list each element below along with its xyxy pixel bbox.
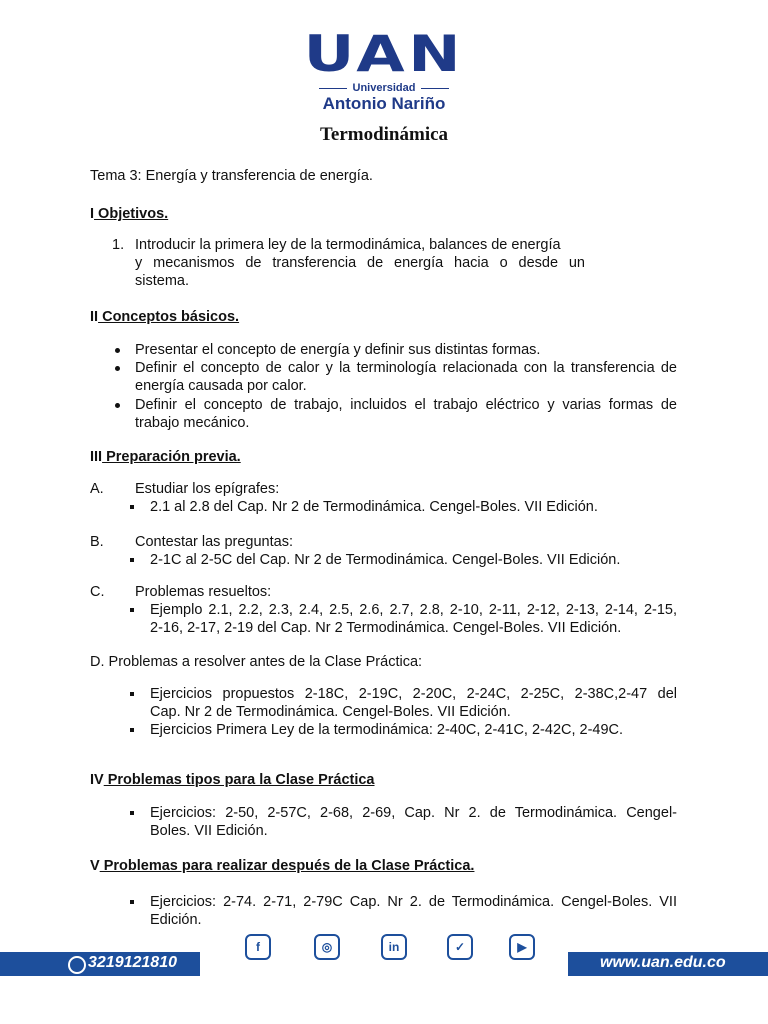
prep-a-label: A. [90, 481, 104, 497]
footer-phone-bar [0, 952, 200, 976]
social-twitter[interactable] [430, 934, 490, 960]
prep-c-label: C. [90, 584, 105, 600]
logo-subtitle: Universidad [352, 82, 416, 94]
bullet-dot [115, 403, 120, 408]
bullet-square [130, 608, 134, 612]
prep-a-text: Estudiar los epígrafes: [135, 481, 280, 497]
tipos-item-line-2: Boles. VII Edición. [150, 823, 268, 839]
bullet-square [130, 692, 134, 696]
page-title: Termodinámica [319, 124, 449, 145]
social-instagram[interactable] [297, 934, 357, 960]
linkedin-icon: in [381, 934, 407, 960]
despues-item-line-1: Ejercicios: 2-74. 2-71, 2-79C Cap. Nr 2. de Termodinámica. Cengel-Boles. VII [150, 894, 677, 910]
social-linkedin[interactable] [364, 934, 424, 960]
footer-website[interactable]: www.uan.edu.co [600, 954, 726, 971]
instagram-icon: ◎ [314, 934, 340, 960]
prep-c-item-line-1: Ejemplo 2.1, 2.2, 2.3, 2.4, 2.5, 2.6, 2.7, 2.8, 2-10, 2-11, 2-12, 2-13, 2-14, 2-15, [150, 602, 677, 618]
logo-name: Antonio Nariño [322, 94, 446, 113]
despues-item-line-2: Edición. [150, 912, 202, 928]
youtube-icon: ▶ [509, 934, 535, 960]
concept-2-line-1: Definir el concepto de calor y la terminología relacionada con la transferencia de [135, 360, 677, 376]
section-despues-heading: V Problemas para realizar después de la Clase Práctica. [90, 858, 475, 874]
concept-2-line-2: energía causada por calor. [135, 378, 307, 394]
social-facebook[interactable] [228, 934, 288, 960]
prep-a-item: 2.1 al 2.8 del Cap. Nr 2 de Termodinámica. Cengel-Boles. VII Edición. [150, 499, 598, 515]
prep-b-text: Contestar las preguntas: [135, 534, 293, 550]
concept-3-line-2: trabajo mecánico. [135, 415, 250, 431]
bullet-square [130, 505, 134, 509]
section-objetivos-heading: I Objetivos. [90, 206, 169, 222]
prep-c-text: Problemas resueltos: [135, 584, 272, 600]
page-footer [0, 940, 768, 980]
section-problemas-tipos-heading: IV Problemas tipos para la Clase Práctica [90, 772, 375, 788]
objective-line-3: sistema. [135, 273, 189, 289]
bullet-square [130, 900, 134, 904]
prep-d-item-1-line-2: Cap. Nr 2 de Termodinámica. Cengel-Boles. VII Edición. [150, 704, 511, 720]
section-preparacion-heading: III Preparación previa. [90, 449, 241, 465]
logo-acronym: UAN [303, 25, 465, 83]
bullet-square [130, 811, 134, 815]
objective-number: 1. [112, 237, 125, 253]
bullet-dot [115, 348, 120, 353]
prep-b-item: 2-1C al 2-5C del Cap. Nr 2 de Termodinámica. Cengel-Boles. VII Edición. [150, 552, 621, 568]
bullet-square [130, 558, 134, 562]
concept-3-line-1: Definir el concepto de trabajo, incluidos el trabajo eléctrico y varias formas de [135, 397, 677, 413]
prep-b-label: B. [90, 534, 104, 550]
facebook-icon: f [245, 934, 271, 960]
section-conceptos-heading: II Conceptos básicos. [90, 309, 240, 325]
whatsapp-icon [68, 956, 86, 974]
footer-web-bar[interactable] [568, 952, 768, 976]
prep-d-text: D. Problemas a resolver antes de la Clase Práctica: [90, 654, 423, 670]
university-logo [0, 25, 768, 114]
prep-d-item-1-line-1: Ejercicios propuestos 2-18C, 2-19C, 2-20C, 2-24C, 2-25C, 2-38C,2-47 del [150, 686, 677, 702]
objective-line-1: Introducir la primera ley de la termodinámica, balances de energía [135, 237, 561, 253]
prep-d-item-2: Ejercicios Primera Ley de la termodinámica: 2-40C, 2-41C, 2-42C, 2-49C. [150, 722, 624, 738]
footer-phone: 3219121810 [88, 954, 177, 971]
concept-1: Presentar el concepto de energía y definir sus distintas formas. [135, 342, 541, 358]
tipos-item-line-1: Ejercicios: 2-50, 2-57C, 2-68, 2-69, Cap. Nr 2. de Termodinámica. Cengel- [150, 805, 677, 821]
objective-line-2: y mecanismos de transferencia de energía hacia o desde un [135, 255, 585, 271]
bullet-square [130, 728, 134, 732]
logo-subtitle-row [0, 82, 768, 94]
twitter-icon: ✓ [447, 934, 473, 960]
social-youtube[interactable] [492, 934, 552, 960]
prep-c-item-line-2: 2-16, 2-17, 2-19 del Cap. Nr 2 Termodinámica. Cengel-Boles. VII Edición. [150, 620, 622, 636]
bullet-dot [115, 366, 120, 371]
tema-line: Tema 3: Energía y transferencia de energía. [90, 168, 373, 184]
